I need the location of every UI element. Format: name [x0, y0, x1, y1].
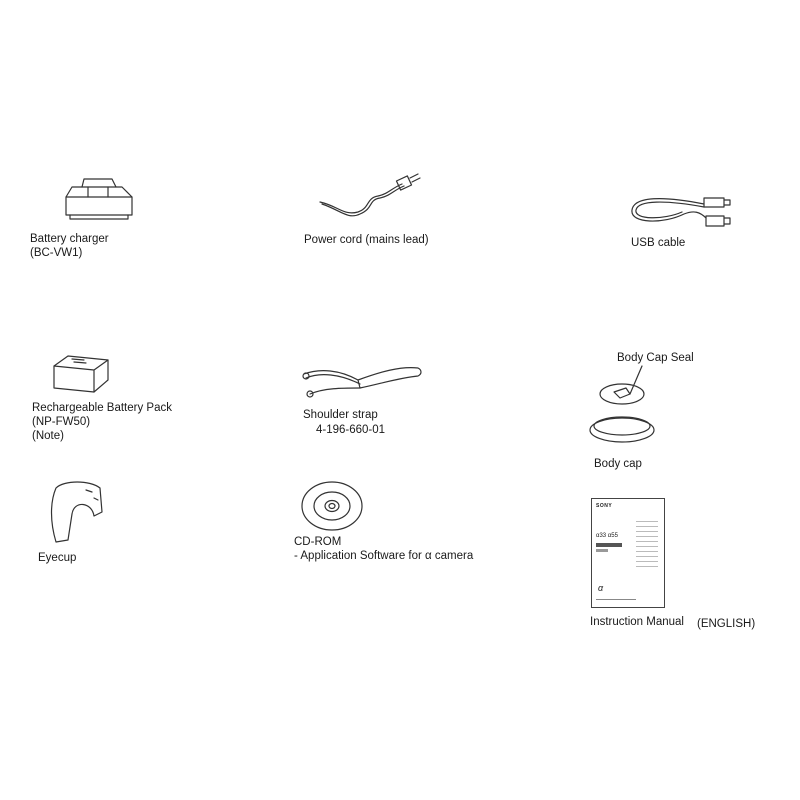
battery-charger-model: (BC-VW1) — [30, 247, 83, 259]
shoulder-strap-icon — [300, 358, 424, 400]
manual-cover-models: α33 α55 — [596, 533, 618, 539]
manual-label: Instruction Manual — [590, 616, 684, 628]
eyecup-label: Eyecup — [38, 552, 77, 564]
manual-cover-bar-2 — [596, 549, 608, 552]
manual-cover-toc — [636, 521, 658, 571]
manual-cover-symbol: α — [598, 583, 604, 593]
cd-rom-description: - Application Software for α camera — [294, 550, 474, 562]
manual-cover — [591, 498, 665, 608]
body-cap-label: Body cap — [594, 458, 642, 470]
battery-pack-label: Rechargeable Battery Pack — [32, 402, 172, 414]
usb-cable-label: USB cable — [631, 237, 686, 249]
eyecup-icon — [46, 478, 106, 544]
shoulder-strap-label: Shoulder strap — [303, 409, 378, 421]
power-cord-icon — [318, 172, 428, 227]
cd-rom-label: CD-ROM — [294, 536, 342, 548]
power-cord-label: Power cord (mains lead) — [304, 234, 429, 246]
manual-cover-brand: SONY — [596, 503, 613, 509]
manual-language: (ENGLISH) — [697, 618, 756, 630]
cd-rom-icon — [300, 480, 364, 532]
manual-cover-footer — [596, 599, 636, 600]
battery-pack-note: (Note) — [32, 430, 64, 442]
body-cap-seal-label: Body Cap Seal — [617, 352, 694, 364]
battery-pack-model: (NP-FW50) — [32, 416, 91, 428]
shoulder-strap-part-number: 4-196-660-01 — [316, 424, 386, 436]
battery-pack-icon — [50, 352, 112, 396]
body-cap-icon — [586, 364, 666, 452]
usb-cable-icon — [624, 190, 734, 235]
battery-charger-icon — [60, 175, 140, 225]
manual-cover-bar — [596, 543, 622, 547]
battery-charger-label: Battery charger — [30, 233, 109, 245]
